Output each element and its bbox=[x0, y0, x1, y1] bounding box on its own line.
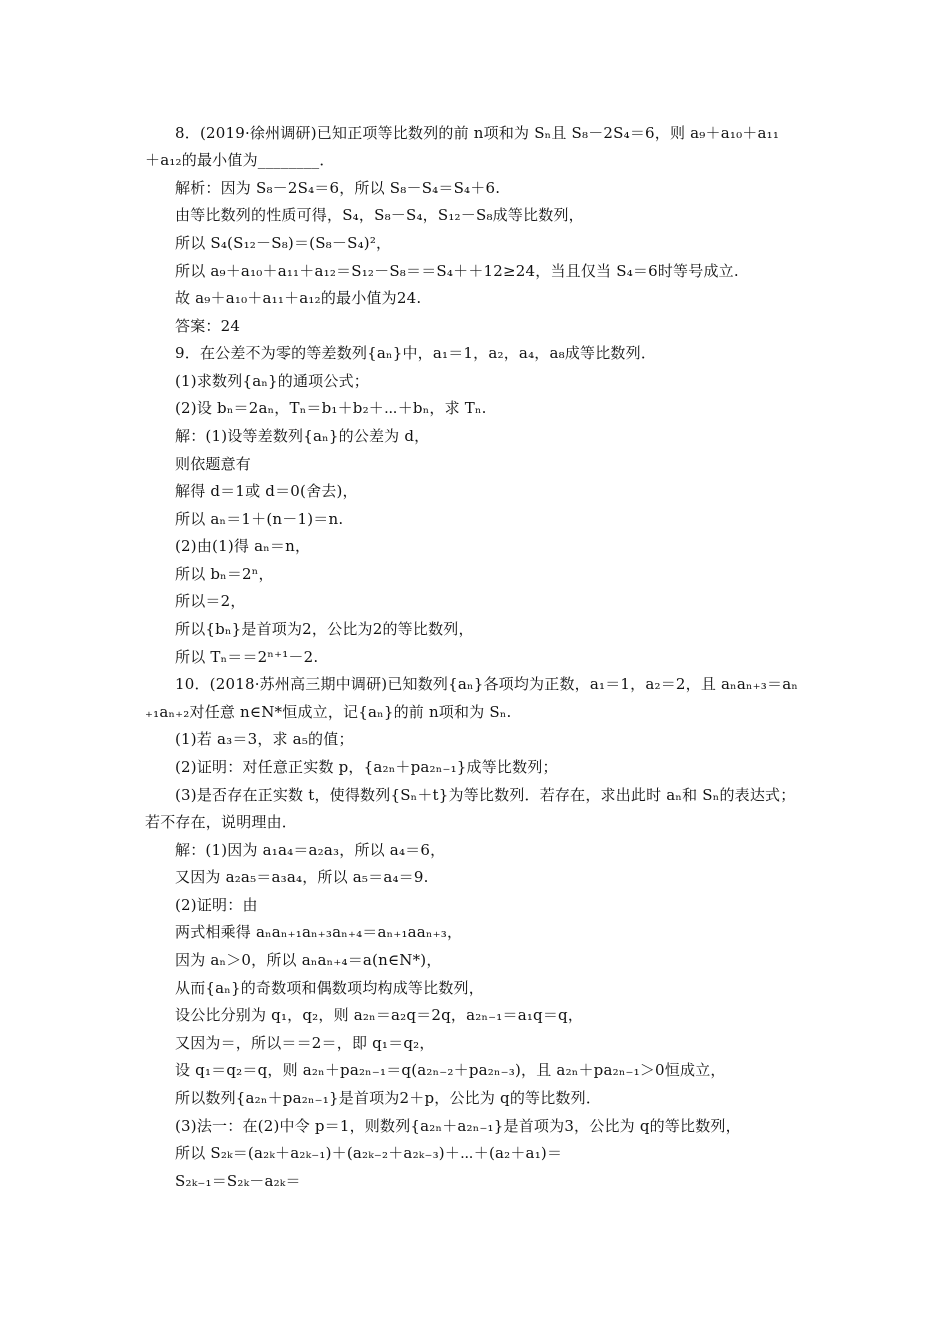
text-line: 设公比分别为 q₁，q₂，则 a₂ₙ＝a₂q＝2q，a₂ₙ₋₁＝a₁q＝q， bbox=[175, 1006, 584, 1024]
text-line: 又因为 a₂a₅＝a₃a₄，所以 a₅＝a₄＝9. bbox=[175, 868, 429, 886]
problem-10-stem-line-1: 10．(2018·苏州高三期中调研)已知数列{aₙ}各项均为正数，a₁＝1，a₂＝2，且 aₙaₙ₊₃＝aₙ bbox=[175, 675, 799, 693]
text-line: (1)求数列{aₙ}的通项公式； bbox=[175, 372, 369, 390]
problem-8-stem-line-2: ＋a₁₂的最小值为________． bbox=[145, 151, 335, 169]
text-line: 所以 Tₙ＝＝2ⁿ⁺¹－2. bbox=[175, 648, 319, 666]
text-line: (2)设 bₙ＝2aₙ，Tₙ＝b₁＋b₂＋⋯＋bₙ，求 Tₙ. bbox=[175, 399, 487, 417]
text-line: 因为 aₙ＞0，所以 aₙaₙ₊₄＝a(n∈N*)， bbox=[175, 951, 442, 969]
text-line: 所以 bₙ＝2ⁿ， bbox=[175, 565, 274, 583]
text-line: 故 a₉＋a₁₀＋a₁₁＋a₁₂的最小值为24. bbox=[175, 289, 422, 307]
text-line: 所以{bₙ}是首项为2，公比为2的等比数列， bbox=[175, 620, 474, 638]
text-line: 若不存在，说明理由． bbox=[145, 813, 298, 831]
text-line: (2)证明：对任意正实数 p，{a₂ₙ＋pa₂ₙ₋₁}成等比数列； bbox=[175, 758, 558, 776]
text-line: (2)证明：由 bbox=[175, 896, 258, 914]
problem-8-stem-line-1: 8．(2019·徐州调研)已知正项等比数列的前 n项和为 Sₙ且 S₈－2S₄＝6，则 a₉＋a₁₀＋a₁₁ bbox=[175, 124, 780, 142]
text-line: 解：(1)因为 a₁a₄＝a₂a₃，所以 a₄＝6， bbox=[175, 841, 446, 859]
text-line: 则依题意有 bbox=[175, 455, 252, 473]
text-line: 解析：因为 S₈－2S₄＝6，所以 S₈－S₄＝S₄＋6. bbox=[175, 179, 501, 197]
text-line: S₂ₖ₋₁＝S₂ₖ－a₂ₖ＝ bbox=[175, 1172, 301, 1190]
text-line: 所以 S₂ₖ＝(a₂ₖ＋a₂ₖ₋₁)＋(a₂ₖ₋₂＋a₂ₖ₋₃)＋⋯＋(a₂＋a₁)＝ bbox=[175, 1144, 563, 1162]
problem-9-stem: 9．在公差不为零的等差数列{aₙ}中，a₁＝1，a₂，a₄，a₈成等比数列． bbox=[175, 344, 657, 362]
text-line: 由等比数列的性质可得，S₄，S₈－S₄，S₁₂－S₈成等比数列， bbox=[175, 206, 584, 224]
text-line: 又因为＝，所以＝＝2＝，即 q₁＝q₂， bbox=[175, 1034, 435, 1052]
text-line: 所以＝2， bbox=[175, 592, 246, 610]
text-line: (3)是否存在正实数 t，使得数列{Sₙ＋t}为等比数列．若存在，求出此时 aₙ和 Sₙ的表达式； bbox=[175, 786, 796, 804]
text-line: 所以 aₙ＝1＋(n－1)＝n. bbox=[175, 510, 344, 528]
text-line: (1)若 a₃＝3，求 a₅的值； bbox=[175, 730, 354, 748]
text-line: 两式相乘得 aₙaₙ₊₁aₙ₊₃aₙ₊₄＝aₙ₊₁aaₙ₊₃， bbox=[175, 923, 463, 941]
text-line: 解得 d＝1或 d＝0(舍去)， bbox=[175, 482, 358, 500]
text-line: 设 q₁＝q₂＝q，则 a₂ₙ＋pa₂ₙ₋₁＝q(a₂ₙ₋₂＋pa₂ₙ₋₃)，且 a₂ₙ＋pa₂ₙ₋₁＞0恒成立， bbox=[175, 1061, 726, 1079]
answer-line: 答案：24 bbox=[175, 317, 241, 335]
text-line: 所以 S₄(S₁₂－S₈)＝(S₈－S₄)²， bbox=[175, 234, 392, 252]
text-line: 解：(1)设等差数列{aₙ}的公差为 d， bbox=[175, 427, 430, 445]
text-line: 所以 a₉＋a₁₀＋a₁₁＋a₁₂＝S₁₂－S₈＝＝S₄＋＋12≥24，当且仅当 S₄＝6时等号成立. bbox=[175, 262, 739, 280]
problem-10-stem-line-2: ₊₁aₙ₊₂对任意 n∈N*恒成立，记{aₙ}的前 n项和为 Sₙ. bbox=[145, 703, 512, 721]
text-line: (2)由(1)得 aₙ＝n， bbox=[175, 537, 311, 555]
text-line: (3)法一：在(2)中令 p＝1，则数列{a₂ₙ＋a₂ₙ₋₁}是首项为3，公比为 q的等比数列， bbox=[175, 1117, 741, 1135]
text-line: 从而{aₙ}的奇数项和偶数项均构成等比数列， bbox=[175, 979, 484, 997]
text-line: 所以数列{a₂ₙ＋pa₂ₙ₋₁}是首项为2＋p，公比为 q的等比数列． bbox=[175, 1089, 602, 1107]
